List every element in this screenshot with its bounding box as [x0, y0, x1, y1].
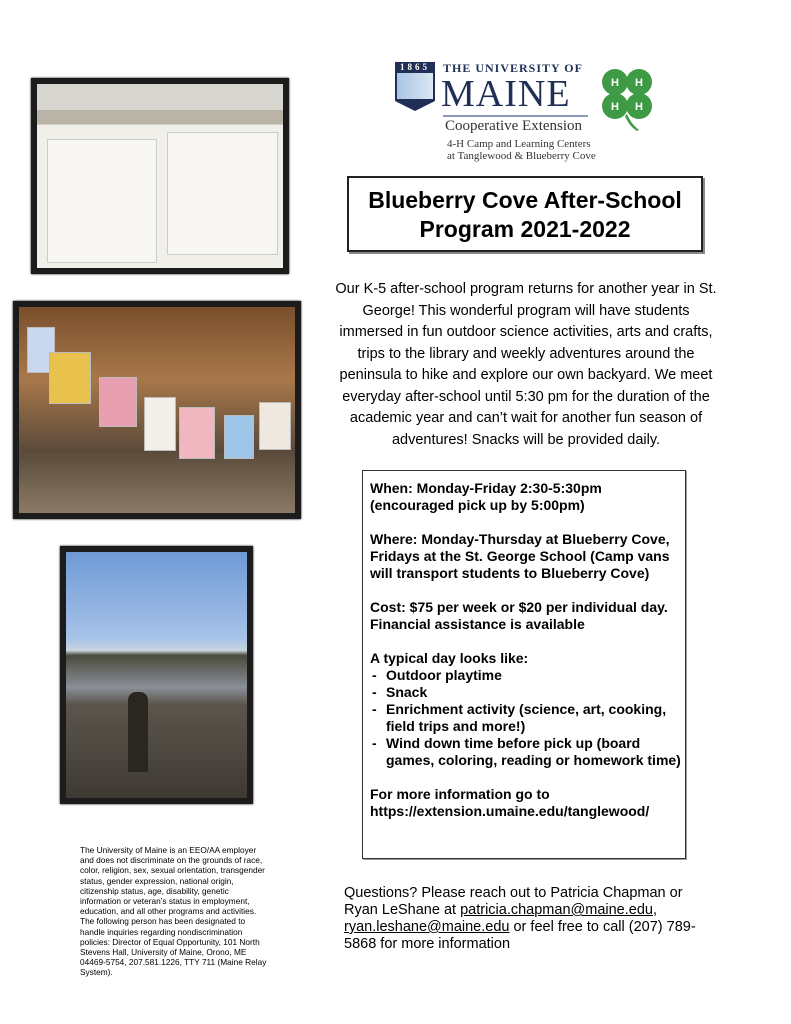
- svg-text:H: H: [635, 77, 643, 89]
- list-item: - Enrichment activity (science, art, cooking, field trips and more!): [370, 701, 685, 735]
- umaine-extension-logo: [395, 62, 660, 162]
- cost-text: Cost: $75 per week or $20 per individual day. Financial assistance is available: [370, 599, 668, 632]
- program-description: Our K-5 after-school program returns for another year in St. George! This wonderful program will have students immersed in fun outdoor science activities, arts and crafts, trips to the library and weekly adventures around the peninsula to hike and explore our own backyard. We meet everyday after-school until 5:30 pm for the duration of the academic year and can’t wait for another fun season of adventures! Snacks will be provided daily.: [335, 281, 717, 448]
- list-item: - Wind down time before pick up (board games, coloring, reading or homework time): [370, 735, 685, 769]
- typical-day-list: [370, 667, 685, 769]
- svg-text:H: H: [635, 101, 643, 113]
- contact-info: Questions? Please reach out to Patricia Chapman or Ryan LeShane at patricia.chapman@maine.edu, ryan.leshane@maine.edu or feel free to call (207) 789-5868 for more information: [344, 885, 696, 952]
- when-text: When: Monday-Friday 2:30-5:30pm (encouraged pick up by 5:00pm): [370, 480, 602, 513]
- logo-maine: MAINE: [441, 73, 571, 115]
- email-link-ryan[interactable]: ryan.leshane@maine.edu: [344, 919, 510, 935]
- photo-student-portraits: [31, 78, 289, 274]
- email-link-patricia[interactable]: patricia.chapman@maine.edu: [460, 902, 653, 918]
- list-item: - Snack: [370, 684, 685, 701]
- photo-hanging-artwork: [13, 301, 301, 519]
- typical-day-heading: A typical day looks like:: [370, 650, 529, 666]
- svg-text:H: H: [611, 77, 619, 89]
- more-info-text: For more information go to https://extension.umaine.edu/tanglewood/: [370, 786, 650, 819]
- list-item: - Outdoor playtime: [370, 667, 685, 684]
- logo-university-line: THE UNIVERSITY OF: [443, 61, 583, 75]
- svg-text:H: H: [611, 101, 619, 113]
- program-details-box: [362, 470, 686, 859]
- photo-child-on-tidal-flat: [60, 546, 253, 804]
- logo-centers: 4-H Camp and Learning Centers at Tanglewood & Blueberry Cove: [447, 138, 596, 162]
- 4h-clover-icon: [597, 64, 657, 132]
- umaine-seal-icon: 1865: [395, 62, 435, 112]
- where-text: Where: Monday-Thursday at Blueberry Cove, Fridays at the St. George School (Camp vans will transport students to Blueberry Cove): [370, 531, 670, 581]
- program-title: Blueberry Cove After-School Program 2021-2022: [347, 176, 703, 252]
- eeo-statement: The University of Maine is an EEO/AA employer and does not discriminate on the grounds of race, color, religion, sex, sexual orientation, transgender status, gender expression, national origin, citizenship status, age, disability, genetic information or veteran’s status in employment, education, and all other programs and activities. The following person has been designated to handle inquiries regarding nondiscrimination policies: Director of Equal Opportunity, 101 North Stevens Hall, University of Maine, Orono, ME 04469-5754, 207.581.1226, TTY 711 (Maine Relay System).: [80, 845, 267, 978]
- logo-division: Cooperative Extension: [445, 118, 583, 134]
